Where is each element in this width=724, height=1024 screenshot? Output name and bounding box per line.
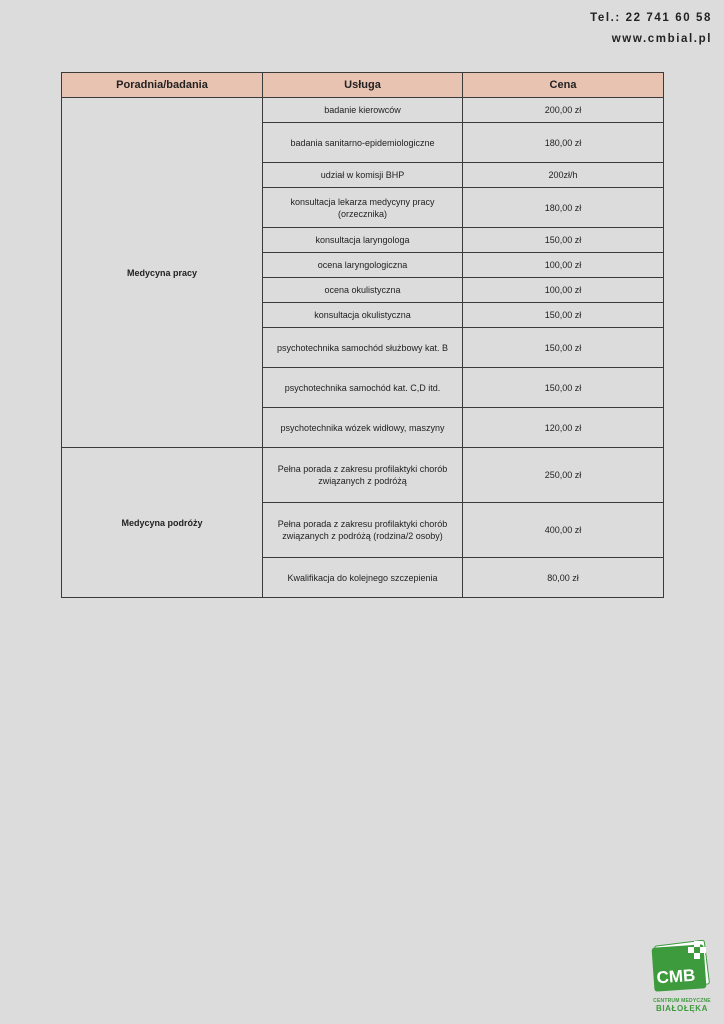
price-cell: 150,00 zł bbox=[463, 328, 664, 368]
price-cell: 80,00 zł bbox=[463, 558, 664, 598]
price-cell: 200,00 zł bbox=[463, 98, 664, 123]
price-cell: 250,00 zł bbox=[463, 448, 664, 503]
service-cell: badania sanitarno-epidemiologiczne bbox=[263, 123, 463, 163]
service-cell: ocena okulistyczna bbox=[263, 278, 463, 303]
table-row bbox=[62, 448, 664, 503]
price-cell: 200zł/h bbox=[463, 163, 664, 188]
column-header-clinic: Poradnia/badania bbox=[62, 73, 263, 98]
price-cell: 400,00 zł bbox=[463, 503, 664, 558]
service-cell: psychotechnika wózek widłowy, maszyny bbox=[263, 408, 463, 448]
price-cell: 120,00 zł bbox=[463, 408, 664, 448]
service-cell: ocena laryngologiczna bbox=[263, 253, 463, 278]
service-cell: Pełna porada z zakresu profilaktyki chorób związanych z podróżą (rodzina/2 osoby) bbox=[263, 503, 463, 558]
service-cell: psychotechnika samochód kat. C,D itd. bbox=[263, 368, 463, 408]
column-header-service: Usługa bbox=[263, 73, 463, 98]
group-cell-travel-medicine: Medycyna podróży bbox=[62, 448, 263, 598]
price-cell: 150,00 zł bbox=[463, 228, 664, 253]
column-header-price: Cena bbox=[463, 73, 664, 98]
logo-caption-big: BIAŁOŁĘKA bbox=[655, 1004, 709, 1013]
logo-caption-small: CENTRUM MEDYCZNE bbox=[653, 998, 711, 1004]
logo-text: CMB bbox=[655, 965, 696, 988]
service-cell: Kwalifikacja do kolejnego szczepienia bbox=[263, 558, 463, 598]
service-cell: konsultacja laryngologa bbox=[263, 228, 463, 253]
service-cell: konsultacja okulistyczna bbox=[263, 303, 463, 328]
price-cell: 150,00 zł bbox=[463, 368, 664, 408]
price-cell: 150,00 zł bbox=[463, 303, 664, 328]
logo-caption bbox=[648, 998, 716, 1014]
phone-number: Tel.: 22 741 60 58 bbox=[590, 12, 712, 24]
table-header-row bbox=[62, 73, 664, 98]
service-cell: badanie kierowców bbox=[263, 98, 463, 123]
service-cell: psychotechnika samochód służbowy kat. B bbox=[263, 328, 463, 368]
price-table bbox=[61, 72, 664, 598]
service-cell: Pełna porada z zakresu profilaktyki chorób związanych z podróżą bbox=[263, 448, 463, 503]
service-cell: udział w komisji BHP bbox=[263, 163, 463, 188]
table-row bbox=[62, 98, 664, 123]
price-cell: 100,00 zł bbox=[463, 278, 664, 303]
website-address: www.cmbial.pl bbox=[611, 33, 712, 45]
contact-info bbox=[590, 8, 712, 50]
service-cell: konsultacja lekarza medycyny pracy (orzecznika) bbox=[263, 188, 463, 228]
price-cell: 180,00 zł bbox=[463, 123, 664, 163]
price-cell: 100,00 zł bbox=[463, 253, 664, 278]
price-cell: 180,00 zł bbox=[463, 188, 664, 228]
group-cell-occupational-medicine: Medycyna pracy bbox=[62, 98, 263, 448]
